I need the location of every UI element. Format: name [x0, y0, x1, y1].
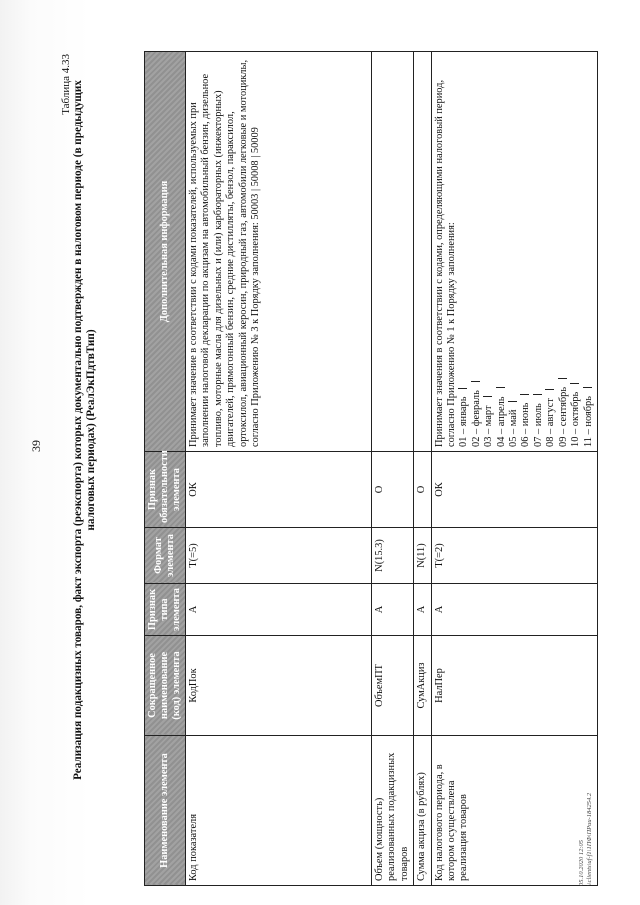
month-code: 01 – январь — [458, 56, 470, 447]
table-title: Реализация подакцизных товаров, факт экспорта (реэкспорта) которых документально подтвержден в налоговом периоде (в предыдущих налоговых периодах) (РеалЭкПдтвТип) — [72, 80, 97, 780]
table-row — [431, 52, 597, 886]
cell-type: А — [372, 584, 414, 636]
cell-type: А — [414, 584, 431, 636]
table-number: Таблица 4.33 — [60, 54, 72, 115]
month-code: 08 – август — [545, 56, 557, 447]
month-code: 05 – май — [508, 56, 520, 447]
footer-file-path: \\clients\uf-f1\1ПФ\ПРии-184254.2 — [586, 792, 593, 886]
cell-code: НалПер — [431, 636, 597, 736]
table-row — [414, 52, 431, 886]
month-code: 09 – сентябрь — [558, 56, 570, 447]
cell-info — [414, 52, 431, 452]
cell-format: N(11) — [414, 528, 431, 584]
table-row — [372, 52, 414, 886]
header-cell: Признак типа элемента — [145, 584, 186, 636]
month-code: 07 – июль — [533, 56, 545, 447]
cell-required: ОК — [186, 452, 372, 528]
month-code: 11 – ноябрь — [583, 56, 595, 447]
cell-name: Сумма акциза (в рублях) — [414, 736, 431, 886]
rotated-page-content — [58, 40, 618, 890]
cell-code: СумАкциз — [414, 636, 431, 736]
cell-type: А — [431, 584, 597, 636]
cell-type: А — [186, 584, 372, 636]
page-number: 39 — [29, 440, 43, 452]
cell-info: Принимает значение в соответствии с кодами показателей, используемых при заполнении налоговой декларации по акцизам на автомобильный бензин, дизельное топливо, моторные масла для дизельных и (или) карбюраторных (инжекторных) двигателей, прямогонный бензин, средние дистилляты, бензол, параксилол, ортоксилол, авиационный керосин, природный газ, автомобили легковые и мотоциклы, согласно Приложению № 3 к Порядку заполнения: 50003 | 50008 | 50009 — [186, 52, 372, 452]
cell-code: ОбъемПТ — [372, 636, 414, 736]
month-code: 06 – июнь — [520, 56, 532, 447]
table-row — [186, 52, 372, 886]
month-code: 10 – октябрь — [570, 56, 582, 447]
cell-required: О — [372, 452, 414, 528]
period-info-text: Принимает значения в соответствии с кодами, определяющими налоговый период, согласно Приложению № 1 к Порядку заполнения: — [433, 79, 458, 447]
header-cell: Сокращенное наименование (код) элемента — [145, 636, 186, 736]
month-code: 02 – февраль — [471, 56, 483, 447]
cell-format: T(=5) — [186, 528, 372, 584]
cell-required: О — [414, 452, 431, 528]
header-cell: Наименование элемента — [145, 736, 186, 886]
header-cell: Признак обязательности элемента — [145, 452, 186, 528]
cell-format: N(15.3) — [372, 528, 414, 584]
cell-info — [372, 52, 414, 452]
cell-name: Код показателя — [186, 736, 372, 886]
cell-format: T(=2) — [431, 528, 597, 584]
cell-code: КодПок — [186, 636, 372, 736]
month-code: 04 – апрель — [496, 56, 508, 447]
header-cell: Формат элемента — [145, 528, 186, 584]
cell-required: ОК — [431, 452, 597, 528]
header-cell: Дополнительная информация — [145, 52, 186, 452]
document-footer — [578, 793, 594, 886]
cell-name: Объем (мощность) реализованных подакцизных товаров — [372, 736, 414, 886]
month-code: 03 – март — [483, 56, 495, 447]
cell-name: Код налогового периода, в котором осуществлена реализация товаров — [431, 736, 597, 886]
table-header-row — [145, 52, 186, 886]
footer-timestamp: 05.10.2020 12:05 — [578, 839, 585, 886]
cell-info — [431, 52, 597, 452]
element-table — [144, 51, 598, 886]
